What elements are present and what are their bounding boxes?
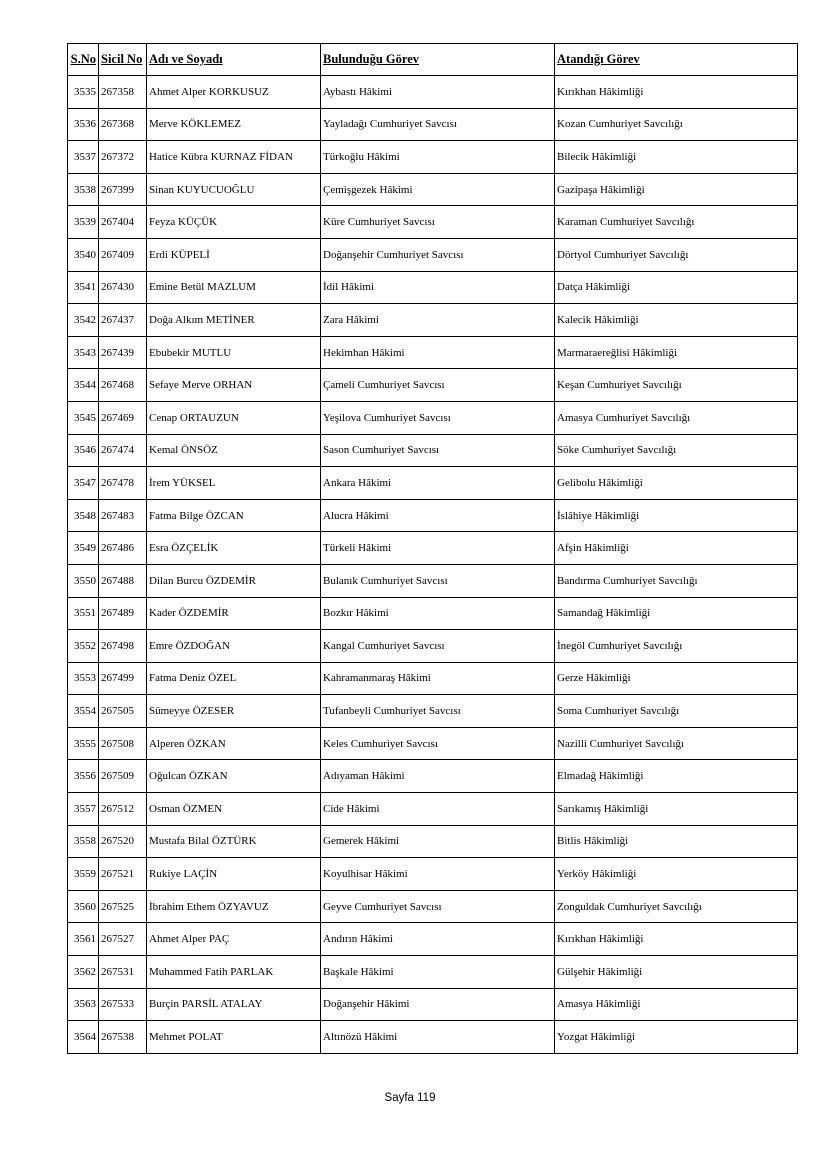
cell-name: Mehmet POLAT [147,1021,321,1054]
cell-sno: 3552 [68,630,99,663]
table-row [68,336,798,369]
table-row [68,434,798,467]
cell-sicil: 267486 [99,532,147,565]
table-row [68,890,798,923]
cell-current-post: Cide Hâkimi [321,793,555,826]
cell-assigned-post: Bilecik Hâkimliği [555,141,798,174]
cell-current-post: Adıyaman Hâkimi [321,760,555,793]
table-row [68,141,798,174]
cell-sicil: 267533 [99,988,147,1021]
cell-current-post: Küre Cumhuriyet Savcısı [321,206,555,239]
cell-sno: 3544 [68,369,99,402]
cell-current-post: Zara Hâkimi [321,304,555,337]
cell-assigned-post: Amasya Hâkimliği [555,988,798,1021]
cell-current-post: Yayladağı Cumhuriyet Savcısı [321,108,555,141]
table-row [68,238,798,271]
cell-assigned-post: Keşan Cumhuriyet Savcılığı [555,369,798,402]
cell-sno: 3539 [68,206,99,239]
cell-name: Emre ÖZDOĞAN [147,630,321,663]
cell-name: Sümeyye ÖZESER [147,695,321,728]
cell-current-post: Yeşilova Cumhuriyet Savcısı [321,401,555,434]
table-row [68,825,798,858]
table-body [68,76,798,1054]
cell-current-post: Doğanşehir Cumhuriyet Savcısı [321,238,555,271]
cell-sno: 3543 [68,336,99,369]
cell-sno: 3537 [68,141,99,174]
cell-sicil: 267468 [99,369,147,402]
cell-sicil: 267437 [99,304,147,337]
cell-assigned-post: Amasya Cumhuriyet Savcılığı [555,401,798,434]
cell-name: Sefaye Merve ORHAN [147,369,321,402]
header-sicil: Sicil No [99,44,147,76]
cell-sno: 3550 [68,564,99,597]
cell-sno: 3562 [68,956,99,989]
cell-current-post: Başkale Hâkimi [321,956,555,989]
table-row [68,173,798,206]
cell-assigned-post: Datça Hâkimliği [555,271,798,304]
cell-assigned-post: Kırıkhan Hâkimliği [555,76,798,109]
cell-current-post: Koyulhisar Hâkimi [321,858,555,891]
cell-sno: 3556 [68,760,99,793]
cell-name: Alperen ÖZKAN [147,727,321,760]
table-row [68,108,798,141]
cell-name: Feyza KÜÇÜK [147,206,321,239]
table-row [68,630,798,663]
cell-assigned-post: Gülşehir Hâkimliği [555,956,798,989]
cell-sicil: 267399 [99,173,147,206]
page-number: Sayfa 119 [384,1092,436,1104]
table-row [68,1021,798,1054]
cell-name: Kemal ÖNSÖZ [147,434,321,467]
cell-sicil: 267499 [99,662,147,695]
cell-assigned-post: Bitlis Hâkimliği [555,825,798,858]
table-row [68,662,798,695]
cell-assigned-post: Dörtyol Cumhuriyet Savcılığı [555,238,798,271]
cell-current-post: Ankara Hâkimi [321,467,555,500]
cell-sno: 3536 [68,108,99,141]
cell-current-post: Kahramanmaraş Hâkimi [321,662,555,695]
cell-name: Doğa Alkım METİNER [147,304,321,337]
cell-sicil: 267474 [99,434,147,467]
cell-current-post: Altınözü Hâkimi [321,1021,555,1054]
cell-assigned-post: Sarıkamış Hâkimliği [555,793,798,826]
cell-assigned-post: Gelibolu Hâkimliği [555,467,798,500]
cell-name: Ebubekir MUTLU [147,336,321,369]
header-row [68,44,798,76]
cell-name: Burçin PARSİL ATALAY [147,988,321,1021]
cell-assigned-post: Kalecik Hâkimliği [555,304,798,337]
cell-name: Rukiye LAÇİN [147,858,321,891]
cell-sicil: 267478 [99,467,147,500]
cell-assigned-post: Söke Cumhuriyet Savcılığı [555,434,798,467]
cell-name: İrem YÜKSEL [147,467,321,500]
table-row [68,760,798,793]
table-row [68,532,798,565]
cell-current-post: İdil Hâkimi [321,271,555,304]
table-row [68,695,798,728]
cell-name: Erdi KÜPELİ [147,238,321,271]
cell-current-post: Gemerek Hâkimi [321,825,555,858]
cell-assigned-post: Soma Cumhuriyet Savcılığı [555,695,798,728]
cell-name: Fatma Bilge ÖZCAN [147,499,321,532]
cell-sicil: 267372 [99,141,147,174]
cell-sno: 3560 [68,890,99,923]
table-row [68,467,798,500]
cell-assigned-post: Yozgat Hâkimliği [555,1021,798,1054]
cell-sno: 3542 [68,304,99,337]
table-row [68,564,798,597]
cell-sno: 3559 [68,858,99,891]
cell-name: Kader ÖZDEMİR [147,597,321,630]
cell-sicil: 267509 [99,760,147,793]
cell-name: İbrahim Ethem ÖZYAVUZ [147,890,321,923]
table-row [68,271,798,304]
cell-current-post: Tufanbeyli Cumhuriyet Savcısı [321,695,555,728]
cell-current-post: Çameli Cumhuriyet Savcısı [321,369,555,402]
table-row [68,923,798,956]
cell-sno: 3563 [68,988,99,1021]
cell-sno: 3540 [68,238,99,271]
cell-sno: 3546 [68,434,99,467]
cell-assigned-post: Karaman Cumhuriyet Savcılığı [555,206,798,239]
cell-name: Osman ÖZMEN [147,793,321,826]
cell-assigned-post: Kırıkhan Hâkimliği [555,923,798,956]
cell-sno: 3553 [68,662,99,695]
cell-name: Esra ÖZÇELİK [147,532,321,565]
cell-name: Emine Betül MAZLUM [147,271,321,304]
table-row [68,76,798,109]
table-row [68,401,798,434]
cell-sicil: 267531 [99,956,147,989]
cell-sicil: 267527 [99,923,147,956]
table-row [68,597,798,630]
cell-assigned-post: Marmaraereğlisi Hâkimliği [555,336,798,369]
cell-sno: 3561 [68,923,99,956]
cell-assigned-post: Gerze Hâkimliği [555,662,798,695]
cell-assigned-post: Nazilli Cumhuriyet Savcılığı [555,727,798,760]
cell-sno: 3538 [68,173,99,206]
cell-name: Hatice Kübra KURNAZ FİDAN [147,141,321,174]
cell-sno: 3558 [68,825,99,858]
cell-assigned-post: Zonguldak Cumhuriyet Savcılığı [555,890,798,923]
cell-assigned-post: Yerköy Hâkimliği [555,858,798,891]
table-row [68,727,798,760]
cell-name: Fatma Deniz ÖZEL [147,662,321,695]
table-row [68,988,798,1021]
cell-name: Sinan KUYUCUOĞLU [147,173,321,206]
cell-current-post: Doğanşehir Hâkimi [321,988,555,1021]
header-current-post: Bulunduğu Görev [321,44,555,76]
cell-sicil: 267489 [99,597,147,630]
cell-name: Muhammed Fatih PARLAK [147,956,321,989]
cell-current-post: Keles Cumhuriyet Savcısı [321,727,555,760]
cell-name: Ahmet Alper PAÇ [147,923,321,956]
cell-name: Mustafa Bilal ÖZTÜRK [147,825,321,858]
cell-assigned-post: İslâhiye Hâkimliği [555,499,798,532]
cell-sicil: 267521 [99,858,147,891]
table-row [68,304,798,337]
cell-assigned-post: Kozan Cumhuriyet Savcılığı [555,108,798,141]
cell-assigned-post: İnegöl Cumhuriyet Savcılığı [555,630,798,663]
cell-sno: 3557 [68,793,99,826]
cell-current-post: Kangal Cumhuriyet Savcısı [321,630,555,663]
table-row [68,499,798,532]
cell-sicil: 267483 [99,499,147,532]
cell-sno: 3541 [68,271,99,304]
cell-sno: 3547 [68,467,99,500]
cell-sno: 3548 [68,499,99,532]
cell-current-post: Çemişgezek Hâkimi [321,173,555,206]
cell-sicil: 267469 [99,401,147,434]
cell-current-post: Aybastı Hâkimi [321,76,555,109]
cell-sicil: 267358 [99,76,147,109]
cell-assigned-post: Gazipaşa Hâkimliği [555,173,798,206]
table-row [68,858,798,891]
cell-current-post: Geyve Cumhuriyet Savcısı [321,890,555,923]
cell-current-post: Türkeli Hâkimi [321,532,555,565]
table-header [68,44,798,76]
cell-current-post: Bulanık Cumhuriyet Savcısı [321,564,555,597]
cell-sno: 3554 [68,695,99,728]
table-row [68,956,798,989]
cell-sicil: 267488 [99,564,147,597]
header-sno: S.No [68,44,99,76]
cell-sicil: 267520 [99,825,147,858]
cell-assigned-post: Bandırma Cumhuriyet Savcılığı [555,564,798,597]
cell-assigned-post: Samandağ Hâkimliği [555,597,798,630]
cell-sicil: 267498 [99,630,147,663]
cell-current-post: Hekimhan Hâkimi [321,336,555,369]
cell-current-post: Bozkır Hâkimi [321,597,555,630]
cell-sicil: 267404 [99,206,147,239]
cell-sicil: 267368 [99,108,147,141]
cell-name: Merve KÖKLEMEZ [147,108,321,141]
header-name: Adı ve Soyadı [147,44,321,76]
cell-current-post: Andırın Hâkimi [321,923,555,956]
cell-sicil: 267512 [99,793,147,826]
cell-sicil: 267505 [99,695,147,728]
cell-name: Cenap ORTAUZUN [147,401,321,434]
cell-sno: 3551 [68,597,99,630]
table-row [68,793,798,826]
cell-sno: 3564 [68,1021,99,1054]
cell-sno: 3549 [68,532,99,565]
cell-name: Ahmet Alper KORKUSUZ [147,76,321,109]
table-row [68,206,798,239]
cell-assigned-post: Elmadağ Hâkimliği [555,760,798,793]
cell-sicil: 267409 [99,238,147,271]
cell-sicil: 267525 [99,890,147,923]
header-assigned-post: Atandığı Görev [555,44,798,76]
cell-name: Oğulcan ÖZKAN [147,760,321,793]
assignment-table [67,43,798,1054]
table-row [68,369,798,402]
cell-sno: 3545 [68,401,99,434]
cell-sicil: 267538 [99,1021,147,1054]
cell-current-post: Sason Cumhuriyet Savcısı [321,434,555,467]
cell-current-post: Alucra Hâkimi [321,499,555,532]
cell-sicil: 267508 [99,727,147,760]
cell-sno: 3555 [68,727,99,760]
cell-current-post: Türkoğlu Hâkimi [321,141,555,174]
cell-sno: 3535 [68,76,99,109]
cell-name: Dilan Burcu ÖZDEMİR [147,564,321,597]
cell-assigned-post: Afşin Hâkimliği [555,532,798,565]
cell-sicil: 267439 [99,336,147,369]
cell-sicil: 267430 [99,271,147,304]
